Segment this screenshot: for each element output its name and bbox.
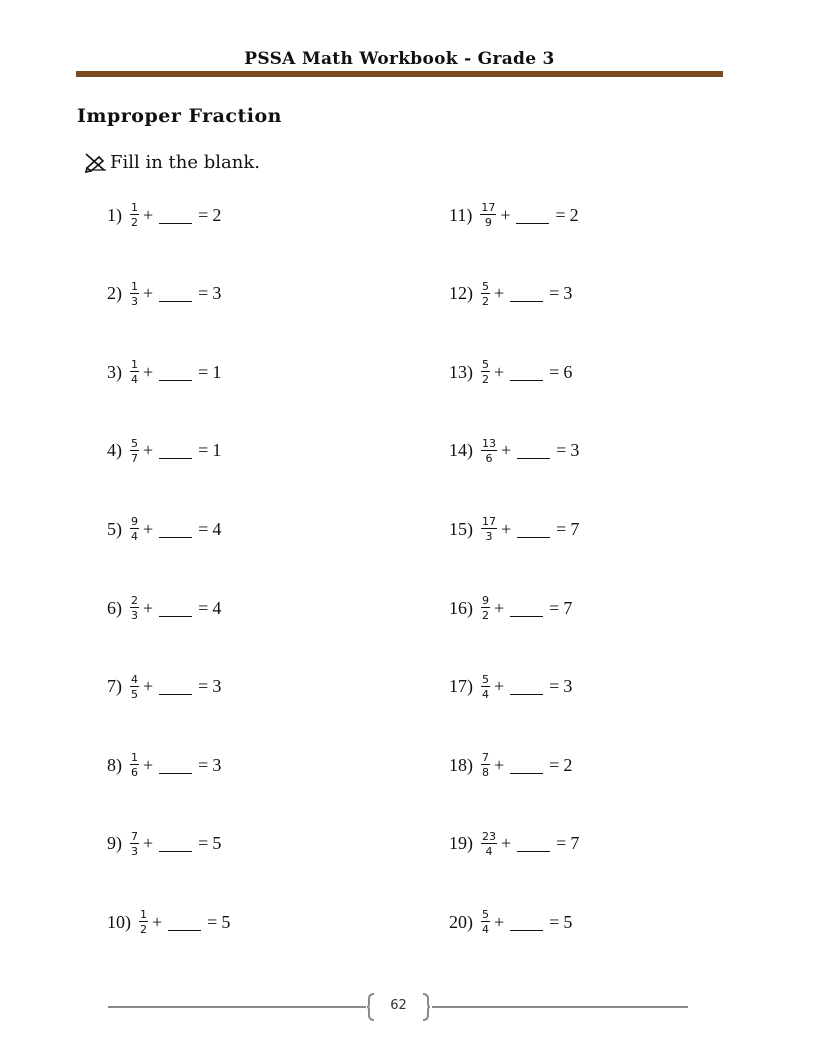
problem-result: 7 xyxy=(570,518,580,539)
fraction xyxy=(481,438,497,464)
plus-sign: + xyxy=(143,597,154,618)
problem-result: 7 xyxy=(570,833,580,854)
answer-blank[interactable] xyxy=(510,757,543,774)
problem-number: 8) xyxy=(107,754,122,775)
fraction-denominator: 6 xyxy=(131,766,138,780)
equals-sign: = xyxy=(549,754,560,775)
equals-sign: = xyxy=(549,283,560,304)
answer-blank[interactable] xyxy=(159,835,192,852)
problem-number: 5) xyxy=(107,518,122,539)
fraction-numerator: 17 xyxy=(482,515,496,529)
problem-number: 18) xyxy=(449,754,473,775)
problem-item xyxy=(449,352,572,392)
fraction-numerator: 1 xyxy=(131,279,138,293)
fraction xyxy=(139,909,148,935)
fraction xyxy=(480,202,496,228)
fraction-denominator: 4 xyxy=(131,373,138,387)
instruction xyxy=(84,151,260,173)
problem-number: 16) xyxy=(449,597,473,618)
plus-sign: + xyxy=(494,597,505,618)
equals-sign: = xyxy=(198,440,209,461)
header-rule xyxy=(76,71,723,77)
problem-item xyxy=(107,509,221,549)
fraction-numerator: 5 xyxy=(482,358,489,372)
fraction xyxy=(481,359,490,385)
problem-item xyxy=(449,195,579,235)
fraction xyxy=(130,202,139,228)
fraction-denominator: 5 xyxy=(131,687,138,701)
equals-sign: = xyxy=(556,833,567,854)
answer-blank[interactable] xyxy=(510,678,543,695)
equals-sign: = xyxy=(549,361,560,382)
problem-item xyxy=(107,274,221,314)
fraction xyxy=(481,831,497,857)
equals-sign: = xyxy=(555,204,566,225)
problem-result: 2 xyxy=(563,754,573,775)
fraction-numerator: 5 xyxy=(482,672,489,686)
plus-sign: + xyxy=(501,440,512,461)
fraction-numerator: 13 xyxy=(482,436,496,450)
fraction-denominator: 4 xyxy=(131,530,138,544)
fraction xyxy=(130,595,139,621)
fraction-denominator: 2 xyxy=(482,373,489,387)
footer-line-left xyxy=(108,1006,366,1008)
problem-result: 3 xyxy=(212,754,222,775)
fraction xyxy=(481,674,490,700)
equals-sign: = xyxy=(549,911,560,932)
plus-sign: + xyxy=(152,911,163,932)
equals-sign: = xyxy=(198,361,209,382)
problem-item xyxy=(107,824,221,864)
problem-number: 2) xyxy=(107,283,122,304)
fraction-denominator: 4 xyxy=(482,923,489,937)
fraction-denominator: 4 xyxy=(485,844,493,858)
left-bracket-icon xyxy=(367,993,375,1021)
fraction-numerator: 23 xyxy=(482,829,496,843)
equals-sign: = xyxy=(549,676,560,697)
fraction xyxy=(130,281,139,307)
problem-number: 14) xyxy=(449,440,473,461)
fraction-numerator: 5 xyxy=(482,279,489,293)
plus-sign: + xyxy=(143,361,154,382)
fraction-denominator: 8 xyxy=(482,766,489,780)
problem-item xyxy=(449,274,572,314)
fraction-numerator: 5 xyxy=(131,436,138,450)
problem-result: 7 xyxy=(563,597,573,618)
problem-result: 3 xyxy=(212,676,222,697)
problem-result: 1 xyxy=(212,440,222,461)
problem-result: 1 xyxy=(212,361,222,382)
answer-blank[interactable] xyxy=(159,757,192,774)
problem-result: 5 xyxy=(221,911,231,932)
problem-number: 10) xyxy=(107,911,131,932)
plus-sign: + xyxy=(494,911,505,932)
equals-sign: = xyxy=(556,440,567,461)
right-bracket-icon xyxy=(422,993,430,1021)
problem-item xyxy=(107,588,221,628)
equals-sign: = xyxy=(198,676,209,697)
plus-sign: + xyxy=(143,283,154,304)
fraction-numerator: 9 xyxy=(482,594,489,607)
fraction-denominator: 3 xyxy=(131,844,138,858)
equals-sign: = xyxy=(549,597,560,618)
fraction-numerator: 1 xyxy=(131,358,138,372)
problem-result: 2 xyxy=(212,204,222,225)
fraction-denominator: 9 xyxy=(484,216,492,229)
fraction-denominator: 2 xyxy=(482,294,489,308)
problem-result: 3 xyxy=(563,676,573,697)
answer-blank[interactable] xyxy=(159,600,192,617)
fraction xyxy=(481,595,490,621)
problem-item xyxy=(449,824,579,864)
answer-blank[interactable] xyxy=(516,207,549,224)
equals-sign: = xyxy=(198,597,209,618)
fraction-numerator: 1 xyxy=(131,751,138,765)
fraction xyxy=(130,516,139,542)
fraction-numerator: 9 xyxy=(131,515,138,529)
problem-number: 19) xyxy=(449,833,473,854)
fraction xyxy=(130,438,139,464)
plus-sign: + xyxy=(143,518,154,539)
problem-item xyxy=(449,431,579,471)
problem-item xyxy=(107,195,221,235)
answer-blank[interactable] xyxy=(168,914,201,931)
instruction-text: Fill in the blank. xyxy=(110,151,260,173)
fraction-denominator: 3 xyxy=(485,530,493,544)
answer-blank[interactable] xyxy=(159,207,192,224)
fraction xyxy=(481,516,497,542)
problem-number: 17) xyxy=(449,676,473,697)
plus-sign: + xyxy=(143,754,154,775)
problem-result: 3 xyxy=(570,440,580,461)
answer-blank[interactable] xyxy=(159,678,192,695)
fraction-numerator: 7 xyxy=(131,829,138,843)
problem-item xyxy=(107,667,221,707)
problem-number: 13) xyxy=(449,361,473,382)
equals-sign: = xyxy=(198,204,209,225)
equals-sign: = xyxy=(198,833,209,854)
answer-blank[interactable] xyxy=(159,285,192,302)
problem-number: 1) xyxy=(107,204,122,225)
problem-number: 15) xyxy=(449,518,473,539)
equals-sign: = xyxy=(198,754,209,775)
fraction-numerator: 1 xyxy=(131,201,138,214)
answer-blank[interactable] xyxy=(517,835,550,852)
fraction xyxy=(130,359,139,385)
answer-blank[interactable] xyxy=(510,600,543,617)
equals-sign: = xyxy=(198,283,209,304)
problem-result: 2 xyxy=(569,204,579,225)
problem-number: 6) xyxy=(107,597,122,618)
problem-number: 12) xyxy=(449,283,473,304)
fraction-denominator: 4 xyxy=(482,687,489,701)
problem-item xyxy=(449,667,572,707)
problem-number: 11) xyxy=(449,204,473,225)
fraction xyxy=(481,281,490,307)
equals-sign: = xyxy=(207,911,218,932)
problem-result: 3 xyxy=(212,283,222,304)
fraction-denominator: 3 xyxy=(131,294,138,308)
problem-item xyxy=(449,902,572,942)
answer-blank[interactable] xyxy=(159,521,192,538)
fraction-numerator: 4 xyxy=(131,672,138,686)
fraction-numerator: 2 xyxy=(131,594,138,607)
answer-blank[interactable] xyxy=(517,442,550,459)
plus-sign: + xyxy=(494,754,505,775)
fraction-denominator: 2 xyxy=(140,923,147,937)
answer-blank[interactable] xyxy=(510,285,543,302)
plus-sign: + xyxy=(500,204,511,225)
answer-blank[interactable] xyxy=(510,364,543,381)
fraction-numerator: 17 xyxy=(481,201,496,214)
problem-item xyxy=(107,431,221,471)
fraction xyxy=(130,831,139,857)
plus-sign: + xyxy=(494,361,505,382)
plus-sign: + xyxy=(494,676,505,697)
problem-result: 3 xyxy=(563,283,573,304)
fraction xyxy=(130,752,139,778)
fraction xyxy=(481,752,490,778)
equals-sign: = xyxy=(198,518,209,539)
fraction-numerator: 1 xyxy=(140,908,147,922)
pencil-icon xyxy=(84,151,108,173)
problem-item xyxy=(449,588,572,628)
problem-result: 4 xyxy=(212,597,222,618)
fraction xyxy=(130,674,139,700)
answer-blank[interactable] xyxy=(159,442,192,459)
problem-item xyxy=(107,902,230,942)
equals-sign: = xyxy=(556,518,567,539)
footer-line-right xyxy=(432,1006,688,1008)
plus-sign: + xyxy=(494,283,505,304)
plus-sign: + xyxy=(501,833,512,854)
problem-number: 3) xyxy=(107,361,122,382)
problem-item xyxy=(449,745,572,785)
fraction-denominator: 7 xyxy=(131,451,138,465)
problem-item xyxy=(107,745,221,785)
answer-blank[interactable] xyxy=(510,914,543,931)
problem-item xyxy=(449,509,579,549)
problem-result: 5 xyxy=(212,833,222,854)
problem-result: 5 xyxy=(563,911,573,932)
problem-number: 20) xyxy=(449,911,473,932)
problem-number: 4) xyxy=(107,440,122,461)
plus-sign: + xyxy=(143,833,154,854)
plus-sign: + xyxy=(143,440,154,461)
fraction-denominator: 2 xyxy=(131,216,138,229)
answer-blank[interactable] xyxy=(517,521,550,538)
fraction xyxy=(481,909,490,935)
fraction-denominator: 2 xyxy=(482,609,489,622)
fraction-numerator: 5 xyxy=(482,908,489,922)
plus-sign: + xyxy=(501,518,512,539)
problem-result: 6 xyxy=(563,361,573,382)
problem-number: 9) xyxy=(107,833,122,854)
answer-blank[interactable] xyxy=(159,364,192,381)
fraction-denominator: 3 xyxy=(131,609,138,622)
fraction-denominator: 6 xyxy=(485,451,493,465)
page-header-title: PSSA Math Workbook - Grade 3 xyxy=(244,49,555,69)
plus-sign: + xyxy=(143,204,154,225)
page-number: 62 xyxy=(390,998,407,1013)
plus-sign: + xyxy=(143,676,154,697)
problem-number: 7) xyxy=(107,676,122,697)
section-title: Improper Fraction xyxy=(77,105,282,127)
fraction-numerator: 7 xyxy=(482,751,489,765)
problem-result: 4 xyxy=(212,518,222,539)
problem-item xyxy=(107,352,221,392)
